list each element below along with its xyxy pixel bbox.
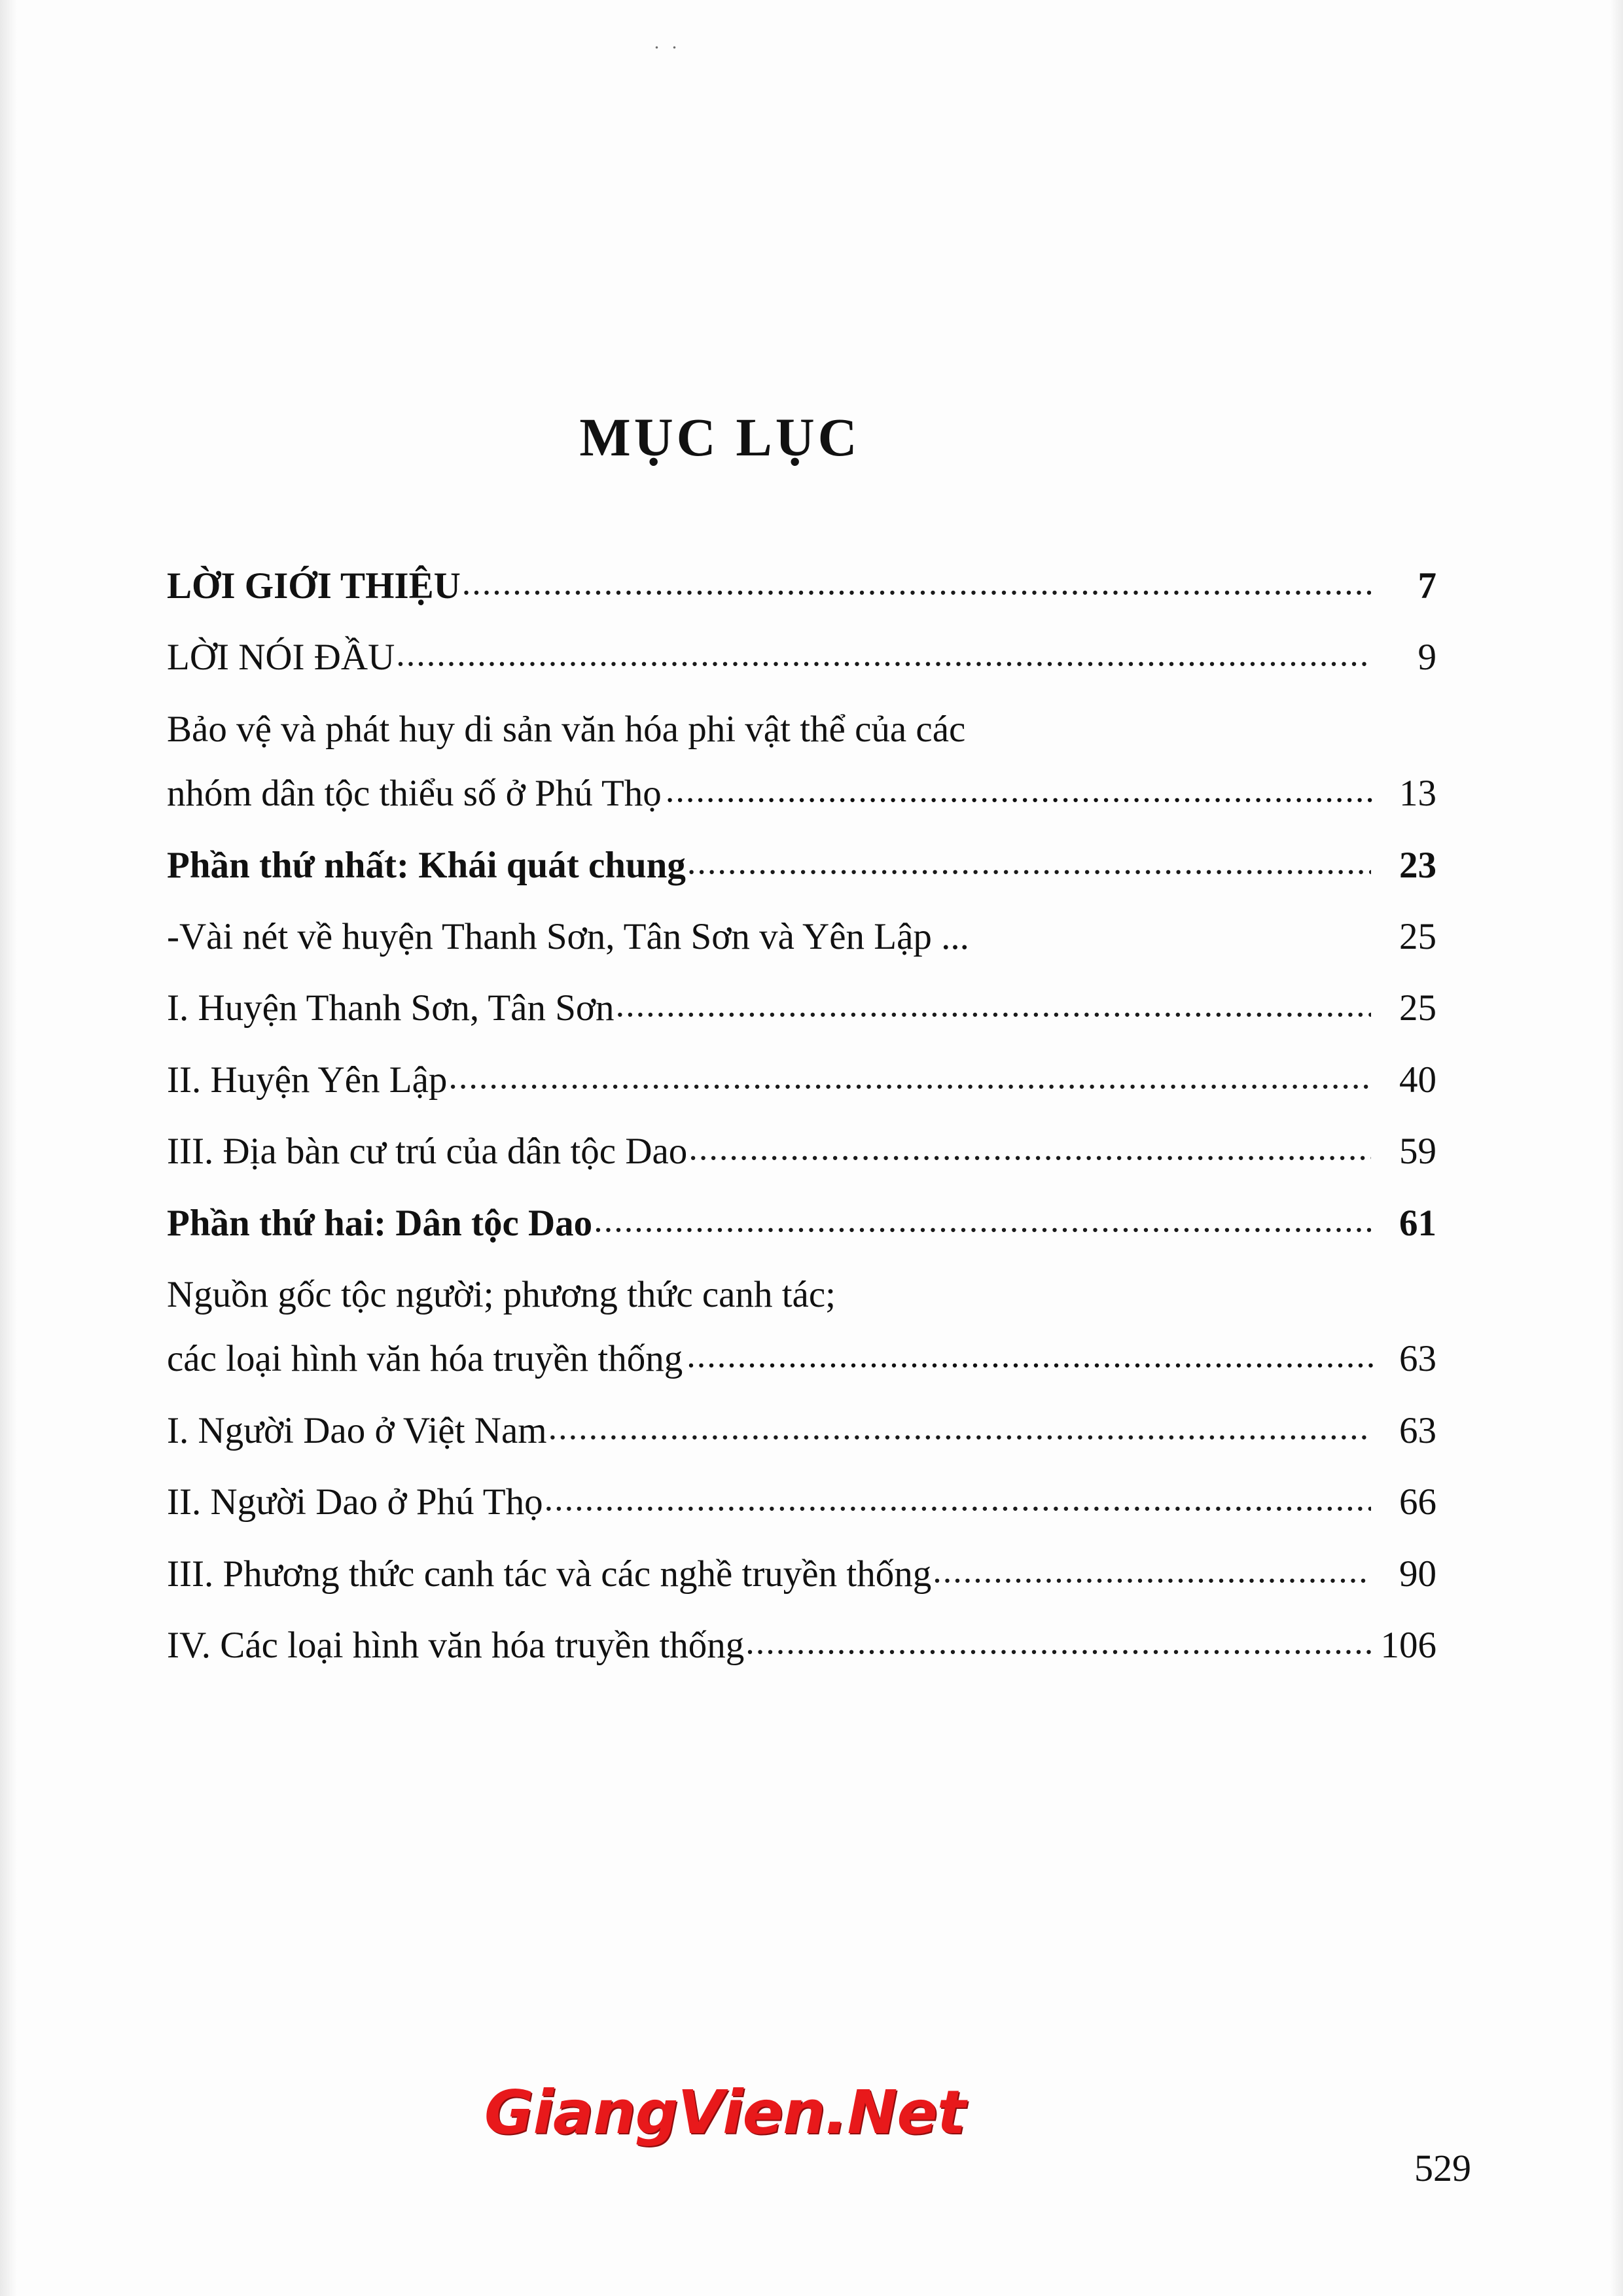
page-content — [167, 406, 1436, 1698]
toc-leader-dots — [448, 1058, 1371, 1095]
toc-entry[interactable] — [167, 1204, 1436, 1243]
toc-entry-page: 106 — [1380, 1625, 1436, 1667]
toc-leader-dots — [666, 771, 1374, 809]
toc-entry[interactable] — [167, 1061, 1436, 1100]
toc-leader-dots — [396, 635, 1371, 673]
toc-entry-page: 9 — [1418, 637, 1436, 679]
toc-entry-label: I. Người Dao ở Việt Nam — [167, 1409, 547, 1451]
toc-entry-label: -Vài nét về huyện Thanh Sơn, Tân Sơn và Yên Lập ... — [167, 916, 969, 958]
toc-entry[interactable] — [167, 1411, 1436, 1451]
toc-entry-label: Phần thứ nhất: Khái quát chung — [167, 844, 686, 886]
toc-leader-dots — [688, 1129, 1371, 1167]
toc-leader-dots — [687, 1337, 1374, 1374]
toc-entry-page: 63 — [1399, 1409, 1436, 1451]
page-title: MỤC LỤC — [579, 407, 861, 467]
toc-entry[interactable] — [167, 1626, 1436, 1665]
toc-entry-label-line1: Nguồn gốc tộc người; phương thức canh tác; — [167, 1274, 836, 1316]
toc-entry-page: 63 — [1399, 1338, 1436, 1380]
toc-entry-label: IV. Các loại hình văn hóa truyền thống — [167, 1625, 745, 1667]
toc-entry-page: 25 — [1399, 987, 1436, 1029]
toc-entry[interactable] — [167, 567, 1436, 606]
toc-entry-label: I. Huyện Thanh Sơn, Tân Sơn — [167, 987, 615, 1029]
toc-entry-label: II. Người Dao ở Phú Thọ — [167, 1481, 543, 1523]
table-of-contents — [167, 567, 1436, 1666]
toc-entry[interactable] — [167, 1132, 1436, 1171]
toc-entry-label-line1: Bảo vệ và phát huy di sản văn hóa phi vật thể của các — [167, 708, 966, 750]
toc-entry[interactable] — [167, 710, 1436, 814]
toc-entry-page: 23 — [1399, 844, 1436, 886]
toc-entry-label: III. Phương thức canh tác và các nghề truyền thống — [167, 1553, 932, 1595]
watermark: GiangVien.Net — [484, 2077, 965, 2147]
toc-leader-dots — [687, 843, 1371, 881]
toc-entry-page: 25 — [1399, 916, 1436, 958]
toc-leader-dots — [745, 1623, 1371, 1661]
toc-entry[interactable] — [167, 1555, 1436, 1594]
toc-leader-dots — [462, 564, 1371, 601]
toc-entry[interactable] — [167, 1275, 1436, 1379]
toc-entry[interactable] — [167, 638, 1436, 677]
toc-entry-label: II. Huyện Yên Lập — [167, 1059, 448, 1101]
toc-leader-dots — [616, 986, 1371, 1023]
toc-entry-page: 40 — [1399, 1059, 1436, 1101]
top-margin-marks: . . — [654, 31, 681, 53]
toc-entry[interactable] — [167, 1483, 1436, 1522]
toc-leader-dots — [548, 1409, 1371, 1446]
toc-entry-page: 13 — [1399, 773, 1436, 815]
page-number: 529 — [1414, 2147, 1471, 2189]
toc-entry[interactable] — [167, 917, 1436, 957]
toc-entry-page: 61 — [1399, 1202, 1436, 1244]
toc-entry-label: III. Địa bàn cư trú của dân tộc Dao — [167, 1131, 688, 1173]
page-left-edge-shadow — [0, 0, 17, 2296]
toc-entry-label-line2: các loại hình văn hóa truyền thống — [167, 1338, 683, 1380]
toc-entry-label: LỜI GIỚI THIỆU — [167, 565, 461, 607]
toc-leader-dots — [544, 1480, 1371, 1517]
toc-leader-dots — [933, 1552, 1371, 1589]
page-right-edge-shadow — [1610, 0, 1623, 2296]
toc-entry-page: 90 — [1399, 1553, 1436, 1595]
toc-leader-dots — [594, 1201, 1371, 1239]
toc-entry-label: Phần thứ hai: Dân tộc Dao — [167, 1202, 593, 1244]
toc-entry-page: 59 — [1399, 1131, 1436, 1173]
toc-entry-page: 66 — [1399, 1481, 1436, 1523]
toc-entry-label: LỜI NÓI ĐẦU — [167, 637, 395, 679]
toc-entry[interactable] — [167, 989, 1436, 1028]
toc-entry[interactable] — [167, 846, 1436, 885]
toc-entry-label-line2: nhóm dân tộc thiểu số ở Phú Thọ — [167, 773, 662, 815]
toc-entry-page: 7 — [1418, 565, 1436, 607]
